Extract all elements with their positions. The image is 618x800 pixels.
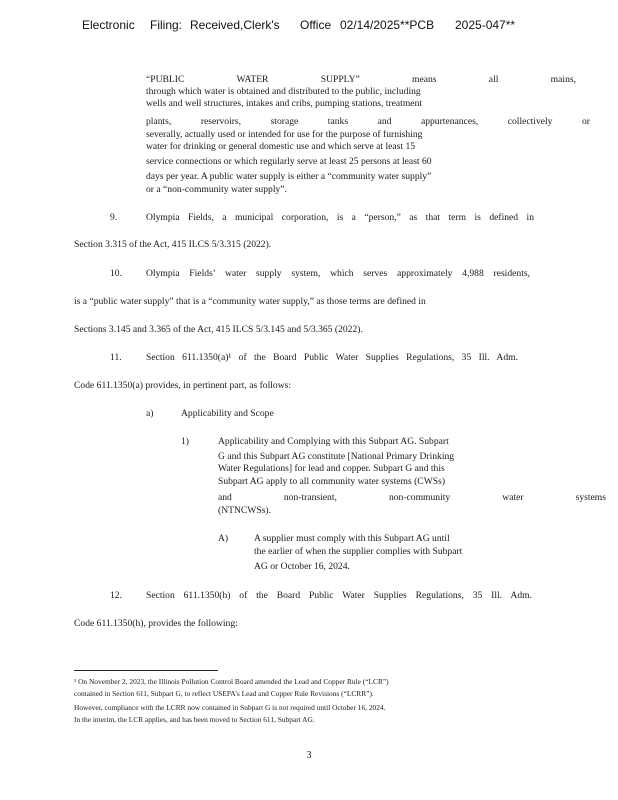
item-A-line-3: AG or October 16, 2024.: [254, 561, 350, 572]
para10-line-2: is a “public water supply” that is a “community water supply,” as those terms are defined in: [74, 296, 426, 307]
para12-number: 12.: [110, 590, 122, 601]
definition-line-2: through which water is obtained and distributed to the public, including: [146, 86, 421, 97]
definition-line-1: “PUBLIC WATER SUPPLY” means all mains,: [146, 74, 576, 85]
para9-number: 9.: [110, 212, 118, 223]
para10-line-1: Olympia Fields’ water supply system, which serves approximately 4,988 residents,: [146, 268, 530, 279]
para10-number: 10.: [110, 268, 122, 279]
footnote-line-4: In the interim, the LCR applies, and has been moved to Section 611, Subpart AG.: [74, 715, 315, 724]
item-A-label: A): [218, 533, 229, 544]
para9-line-2: Section 3.315 of the Act, 415 ILCS 5/3.315 (2022).: [74, 239, 272, 250]
definition-line-6: water for drinking or general domestic use and which serve at least 15: [146, 141, 416, 152]
item-1-line-3: Water Regulations] for lead and copper. Subpart G and this: [218, 463, 445, 474]
footnote-line-2: contained in Section 611, Subpart G, to reflect USEPA’s Lead and Copper Rule Revisions (“LCRR”).: [74, 689, 374, 698]
header-received-clerks: Received,Clerk's: [190, 18, 280, 32]
item-1-line-1: Applicability and Complying with this Subpart AG. Subpart: [218, 436, 449, 447]
item-1-line-4: Subpart AG apply to all community water systems (CWSs): [218, 476, 446, 487]
para11-line-1: Section 611.1350(a)¹ of the Board Public Water Supplies Regulations, 35 Ill. Adm.: [146, 352, 518, 363]
para9-line-1: Olympia Fields, a municipal corporation, is a “person,” as that term is defined in: [146, 212, 534, 223]
definition-line-9: or a “non-community water supply”.: [146, 184, 287, 195]
item-A-line-2: the earlier of when the supplier complies with Subpart: [254, 546, 463, 557]
footnote-line-1: ¹ On November 2, 2023, the Illinois Pollution Control Board amended the Lead and Copper Rule (“LCR”): [74, 677, 389, 686]
para12-line-1: Section 611.1350(h) of the Board Public Water Supplies Regulations, 35 Ill. Adm.: [146, 590, 532, 601]
item-1-line-6: (NTNCWSs).: [218, 505, 272, 516]
subsection-a-label: a): [146, 408, 154, 419]
item-1-line-5: and non-transient, non-community water systems: [218, 492, 606, 503]
header-case-number: 2025-047**: [455, 18, 516, 32]
definition-line-5: severally, actually used or intended for use for the purpose of furnishing: [146, 129, 423, 140]
header-electronic: Electronic: [82, 18, 135, 32]
page-number: 3: [306, 750, 312, 761]
item-A-line-1: A supplier must comply with this Subpart AG until: [254, 533, 450, 544]
para10-line-3: Sections 3.145 and 3.365 of the Act, 415 ILCS 5/3.145 and 5/3.365 (2022).: [74, 324, 363, 335]
footnote-divider: [74, 670, 218, 671]
definition-line-8: days per year. A public water supply is either a “community water supply”: [146, 171, 432, 182]
header-office: Office: [300, 18, 332, 32]
para12-line-2: Code 611.1350(h), provides the following:: [74, 618, 238, 629]
item-1-line-2: G and this Subpart AG constitute [National Primary Drinking: [218, 451, 455, 462]
para11-number: 11.: [110, 352, 122, 363]
definition-line-7: service connections or which regularly serve at least 25 persons at least 60: [146, 156, 432, 167]
subsection-a-title: Applicability and Scope: [181, 408, 274, 419]
header-filing: Filing:: [150, 18, 183, 32]
para11-line-2: Code 611.1350(a) provides, in pertinent part, as follows:: [74, 380, 292, 391]
item-1-label: 1): [181, 436, 189, 447]
footnote-line-3: However, compliance with the LCRR now contained in Subpart G is not required until October 16, 2024.: [74, 703, 386, 712]
header-date-pcb: 02/14/2025**PCB: [340, 18, 435, 32]
definition-line-3: wells and well structures, intakes and cribs, pumping stations, treatment: [146, 98, 423, 109]
definition-line-4: plants, reservoirs, storage tanks and appurtenances, collectively or: [146, 116, 590, 127]
